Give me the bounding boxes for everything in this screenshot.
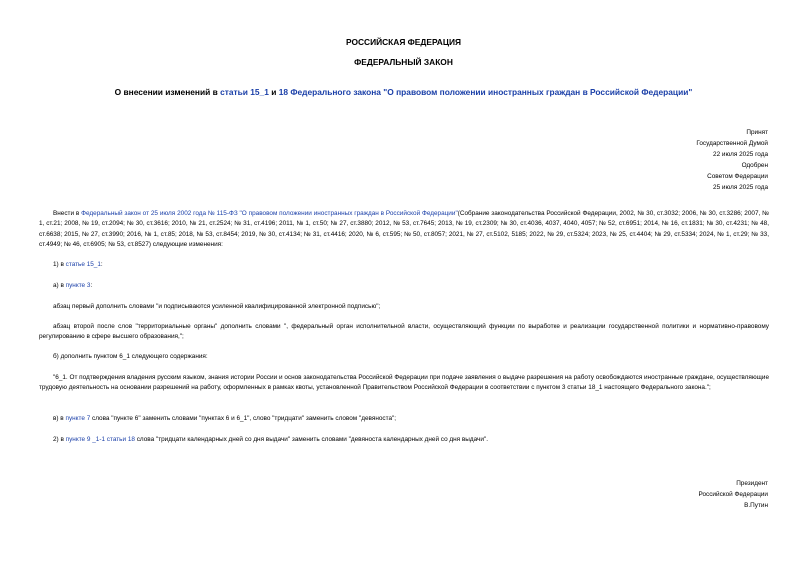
intro-prefix: Внести в: [53, 210, 82, 217]
item-a-paragraph-1: абзац первый дополнить словами "и подписываются усиленной квалифицированной электронной подписью";: [53, 303, 381, 310]
item-v: [39, 414, 769, 424]
intro-paragraph: [39, 209, 769, 251]
signature-block: [699, 478, 769, 511]
item-b-quote: "6_1. От подтверждения владения русским языком, знания истории России и основ законодательства Российской Федерации при подаче заявления о выдаче разрешения на работу освобождаются иностранные граждане, осуществляющие трудовую деятельность на основании разрешений на работу, оформленных в рамках квоты, установленной Правительством Российской Федерации в соответствии с пунктом 3 статьи 18_1 настоящего Федерального закона.";: [39, 374, 769, 392]
item-v-prefix: в) в: [53, 415, 66, 422]
adopted-date: 22 июля 2025 года: [713, 151, 768, 158]
title-link-article-15-1[interactable]: статьи 15_1: [220, 87, 269, 97]
item-1-prefix: 1) в: [53, 261, 66, 268]
signature-office: Российской Федерации: [698, 491, 768, 498]
item-b: б) дополнить пунктом 6_1 следующего содержания:: [53, 353, 208, 360]
title-link-article-18[interactable]: 18 Федерального закона "О правовом положении иностранных граждан в Российской Федерации": [278, 87, 693, 97]
adoption-block: [696, 127, 768, 193]
title-middle: и: [268, 87, 279, 97]
item-a-prefix: а) в: [53, 282, 66, 289]
document-type-heading: ФЕДЕРАЛЬНЫЙ ЗАКОН: [354, 57, 453, 67]
approved-by: Советом Федерации: [707, 173, 768, 180]
adopted-by: Государственной Думой: [696, 140, 768, 147]
item-1-link[interactable]: статье 15_1: [65, 261, 101, 268]
item-a-paragraph-2: абзац второй после слов "территориальные органы" дополнить словами ", федеральный орган исполнительной власти, осуществляющий функции по выработке и реализации государственной политики и нормативно-правовому регулированию в сфере высшего образования,";: [39, 323, 769, 341]
item-2: [39, 435, 769, 445]
item-2-suffix: слова "тридцати календарных дней со дня выдачи" заменить словами "девяноста календарных дней со дня выдачи".: [134, 436, 488, 443]
item-a-link[interactable]: пункте 3: [65, 282, 91, 289]
approved-label: Одобрен: [741, 162, 768, 169]
intro-sources: (Собрание законодательства Российской Федерации, 2002, № 30, ст.3032; 2006, № 30, ст.3286; 2007, № 1, ст.21; 2008, № 19, ст.2094; № 30, ст.3616; 2010, № 21, ст.2524; № 31, ст.4196; 2011, № 1, ст.50; № 27, ст.3880; 2012, № 53, ст.7645; 2013, № 19, ст.2309; № 30, ст.4036, 4037, 4040, 4057; № 52, ст.6951; 2014, № 16, ст.1831; № 30, ст.4231; № 48, ст.6638; 2015, № 27, ст.3990; 2016, № 1, ст.85; 2018, № 53, ст.8454; 2019, № 30, ст.4134; № 31, ст.4416; 2020, № 6, ст.595; № 50, ст.8057; 2021, № 27, ст.5102, 5185; 2022, № 29, ст.5324; 2023, № 25, ст.4404; № 29, ст.5334; 2024, № 1, ст.29; № 33, ст.4949; № 46, ст.6905; № 53, ст.8527) следующие изменения:: [39, 210, 769, 249]
item-1: [39, 260, 769, 270]
item-a-suffix: :: [90, 282, 93, 289]
item-a: [39, 281, 769, 291]
intro-law-link[interactable]: Федеральный закон от 25 июля 2002 года № 115-ФЗ "О правовом положении иностранных граждан в Российской Федерации": [81, 210, 458, 217]
title-prefix: О внесении изменений в: [114, 87, 221, 97]
country-heading: РОССИЙСКАЯ ФЕДЕРАЦИЯ: [345, 37, 462, 47]
approved-date: 25 июля 2025 года: [713, 184, 768, 191]
signature-name: В.Путин: [744, 502, 768, 509]
signature-title: Президент: [736, 480, 768, 487]
adopted-label: Принят: [746, 129, 768, 136]
item-1-suffix: :: [100, 261, 103, 268]
item-2-link[interactable]: пункте 9 _1-1 статьи 18: [65, 436, 135, 443]
document-title: [0, 87, 807, 97]
item-2-prefix: 2) в: [53, 436, 66, 443]
item-v-link[interactable]: пункте 7: [65, 415, 91, 422]
item-v-suffix: слова "пункте 6" заменить словами "пунктах 6 и 6_1", слово "тридцати" заменить словом "девяноста";: [90, 415, 397, 422]
